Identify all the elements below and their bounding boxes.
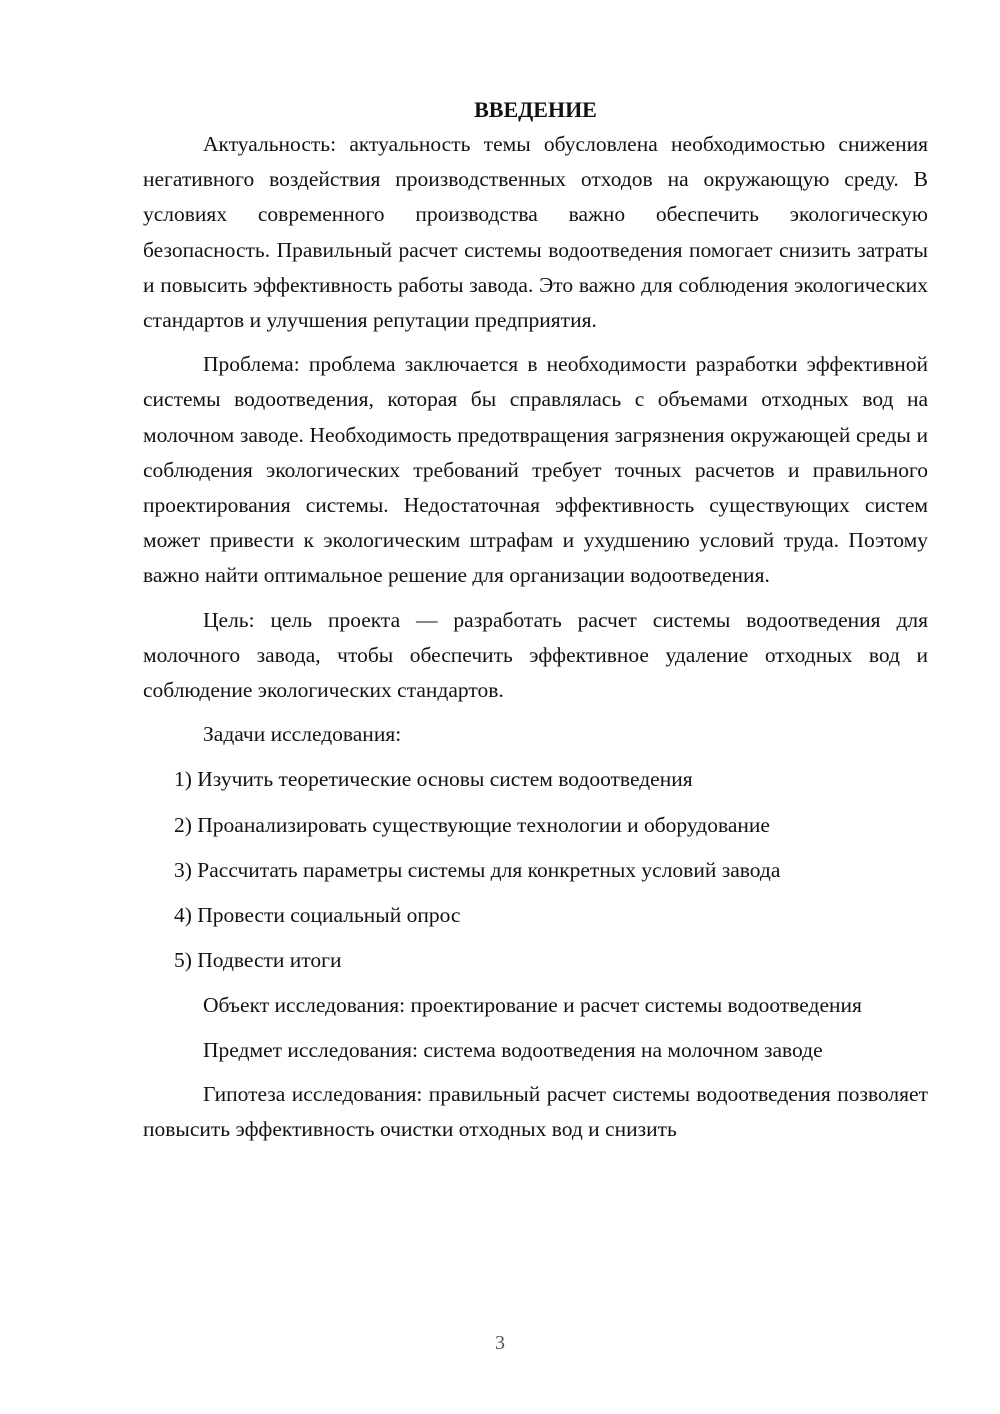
list-item: 2) Проанализировать существующие технологии и оборудование <box>174 812 770 837</box>
list-item: 5) Подвести итоги <box>174 948 342 973</box>
list-item: 3) Рассчитать параметры системы для конкретных условий завода <box>174 857 781 882</box>
paragraph-relevance: Актуальность: актуальность темы обусловлена необходимостью снижения негативного воздействия производственных отходов на окружающую среду. В условиях современного производства важно обеспечить экологическую безопасность. Правильный расчет системы водоотведения помогает снизить затраты и повысить эффективность работы завода. Это важно для соблюдения экологических стандартов и улучшения репутации предприятия. <box>143 132 928 333</box>
list-item: 1) Изучить теоретические основы систем водоотведения <box>174 767 693 792</box>
list-item: 4) Провести социальный опрос <box>174 903 461 928</box>
tasks-heading: Задачи исследования: <box>203 722 402 747</box>
page-number: 3 <box>495 1332 505 1354</box>
document-page <box>143 92 928 1156</box>
paragraph-object: Объект исследования: проектирование и расчет системы водоотведения <box>203 993 862 1018</box>
paragraph-subject: Предмет исследования: система водоотведения на молочном заводе <box>203 1037 823 1062</box>
paragraph-problem: Проблема: проблема заключается в необходимости разработки эффективной системы водоотведения, которая бы справлялась с объемами отходных вод на молочном заводе. Необходимость предотвращения загрязнения окружающей среды и соблюдения экологических требований требует точных расчетов и правильного проектирования системы. Недостаточная эффективность существующих систем может привести к экологическим штрафам и ухудшению условий труда. Поэтому важно найти оптимальное решение для организации водоотведения. <box>143 352 928 588</box>
paragraph-hypothesis: Гипотеза исследования: правильный расчет системы водоотведения позволяет повысить эффективность очистки отходных вод и снизить <box>143 1081 928 1142</box>
tasks-list <box>143 762 928 978</box>
page-title: ВВЕДЕНИЕ <box>474 97 597 122</box>
paragraph-goal: Цель: цель проекта — разработать расчет системы водоотведения для молочного завода, чтобы обеспечить эффективное удаление отходных вод и соблюдение экологических стандартов. <box>143 607 928 703</box>
